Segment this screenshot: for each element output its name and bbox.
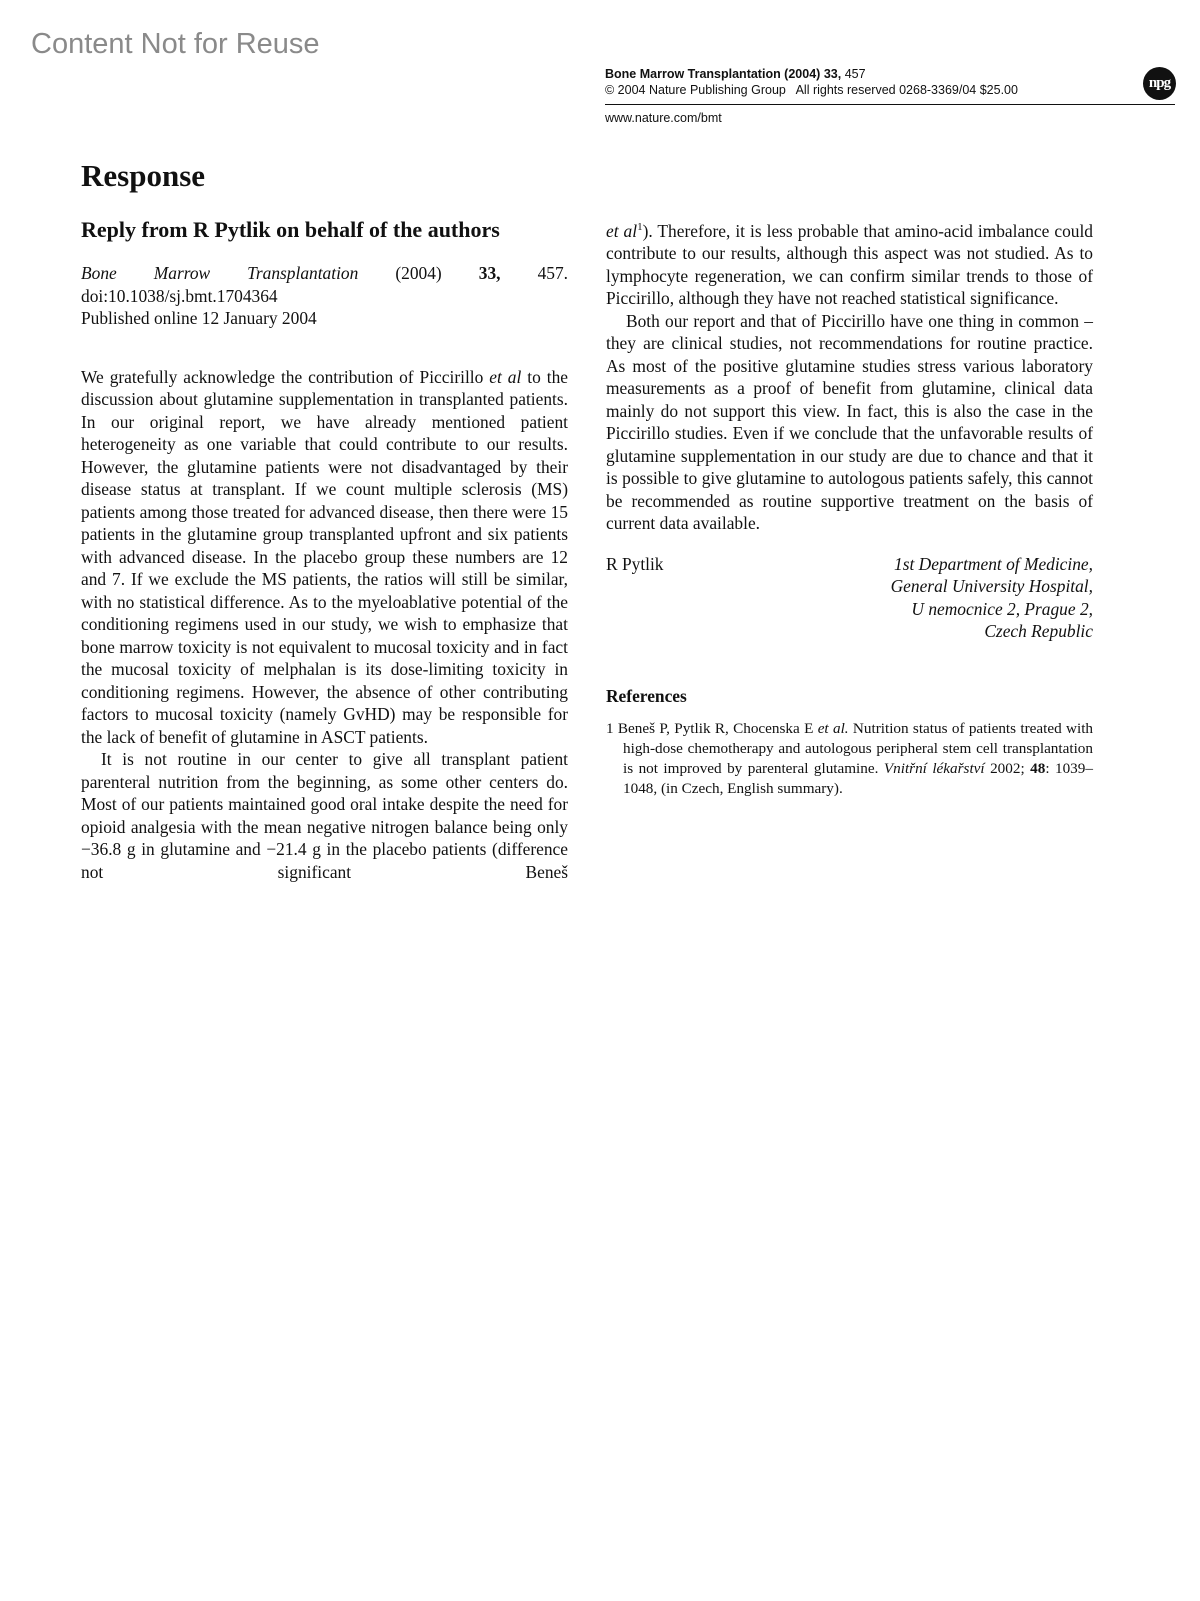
citation-doi: doi:10.1038/sj.bmt.1704364 [81, 285, 278, 306]
left-column [81, 216, 568, 883]
body-paragraph-2: It is not routine in our center to give all transplant patient parenteral nutrition from the beginning, as some other centers do. Most of our patients maintained good oral intake despite the need for opioid analgesia with the mean negative nitrogen balance being only −36.8 g in glutamine and −21.4 g in the placebo patients (difference not significant Beneš [81, 749, 568, 882]
references-heading: References [606, 685, 687, 706]
npg-logo: npg [1143, 67, 1176, 100]
article-citation [81, 262, 568, 330]
affiliation-line: Czech Republic [984, 621, 1093, 642]
journal-website-link[interactable]: www.nature.com/bmt [605, 111, 722, 125]
reference-item: 1 Beneš P, Pytlik R, Chocenska E et al. Nutrition status of patients treated with high-dose chemotherapy and autologous peripheral stem cell transplantation is not improved by parenteral glutamine. Vnitřní lékařství 2002; 48: 1039–1048, (in Czech, English summary). [606, 720, 1094, 798]
citation-journal: Bone Marrow Transplantation [81, 263, 359, 283]
author-affiliation [891, 553, 1093, 643]
journal-header [605, 66, 1175, 125]
affiliation-line: 1st Department of Medicine, [894, 553, 1093, 574]
author-name: R Pytlik [606, 553, 664, 574]
affiliation-line: General University Hospital, [890, 576, 1093, 597]
journal-page: 457 [844, 67, 866, 81]
author-signature [606, 553, 1093, 649]
journal-volume: 33, [823, 67, 842, 81]
copyright-line: © 2004 Nature Publishing Group All rights reserved 0268-3369/04 $25.00 [605, 83, 1018, 97]
citation-year: (2004) [395, 263, 442, 283]
reference-marker[interactable]: 1 [637, 221, 643, 233]
body-paragraph-1: We gratefully acknowledge the contribution of Piccirillo et al to the discussion about glutamine supplementation in transplanted patients. In our original report, we have already mentioned patient heterogeneity as one variable that could contribute to our results. However, the glutamine patients were not disadvantaged by their disease status at transplant. If we count multiple sclerosis (MS) patients among those treated for advanced disease, then there were 15 patients in the glutamine group transplanted upfront and six patients with advanced disease. In the placebo group these numbers are 12 and 7. If we exclude the MS patients, the ratios will still be similar, with no statistical difference. As to the myeloablative potential of the conditioning regimens used in our study, we wish to emphasize that bone marrow toxicity is not equivalent to mucosal toxicity and in fact the mucosal toxicity of melphalan is its dose-limiting toxicity in conditioning regimens. However, the absence of other contributing factors to mucosal toxicity (namely GvHD) may be responsible for the lack of benefit of glutamine in ASCT patients. [81, 366, 569, 747]
right-column [606, 216, 1093, 799]
article-title: Reply from R Pytlik on behalf of the authors [81, 217, 500, 242]
citation-line [81, 262, 568, 285]
watermark: Content Not for Reuse [31, 28, 320, 60]
body-paragraph-2-continued: et $al^1$). Therefore, it is less probable that amino-acid imbalance could contribute to our results, although this aspect was not studied. As to lymphocyte regeneration, we can confirm similar trends to those of Piccirillo, although they have not reached statistical significance. [606, 220, 1093, 309]
body-paragraph-3: Both our report and that of Piccirillo have one thing in common – they are clinical studies, not recommendations for routine practice. As most of the positive glutamine studies stress various laboratory measurements as a proof of benefit from glutamine, clinical data mainly do not support this view. In fact, this is also the case in the Piccirillo studies. Even if we conclude that the unfavorable results of glutamine supplementation in our study are due to chance and that it is possible to give glutamine to autologous patients safely, this cannot be recommended as routine supportive treatment on the basis of current data available. [606, 310, 1093, 534]
citation-volume: 33, [478, 263, 501, 283]
section-title: Response [81, 158, 206, 193]
header-rule [605, 104, 1175, 105]
journal-citation-line [605, 66, 1175, 82]
journal-name: Bone Marrow Transplantation (2004) [605, 67, 821, 81]
affiliation-line: U nemocnice 2, Prague 2, [911, 598, 1093, 619]
citation-page: 457. [537, 263, 569, 283]
citation-published: Published online 12 January 2004 [81, 308, 317, 328]
